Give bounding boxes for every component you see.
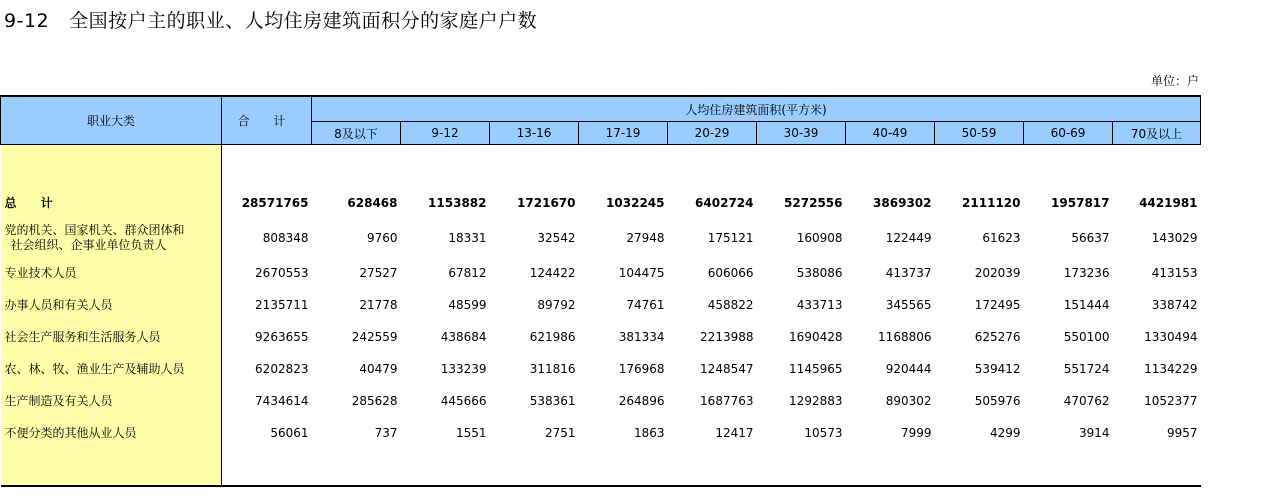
cell-total: 2670553 [255, 266, 309, 280]
row-label: 总 计 [1, 187, 222, 219]
cell: 1248547 [700, 362, 754, 376]
cell: 32542 [537, 231, 576, 245]
cell: 151444 [1063, 298, 1110, 312]
cell: 1134229 [1144, 362, 1198, 376]
cell: 628468 [347, 196, 398, 210]
cell: 175121 [707, 231, 754, 245]
row-label: 农、林、牧、渔业生产及辅助人员 [1, 353, 222, 385]
header-col: 20-29 [668, 122, 757, 145]
header-col: 30-39 [757, 122, 846, 145]
cell: 551724 [1063, 362, 1110, 376]
cell: 606066 [707, 266, 754, 280]
cell: 311816 [529, 362, 576, 376]
cell: 242559 [351, 330, 398, 344]
cell: 10573 [804, 426, 843, 440]
table-row [1, 321, 1201, 353]
cell: 920444 [885, 362, 932, 376]
cell: 381334 [618, 330, 665, 344]
cell: 1052377 [1144, 394, 1198, 408]
cell: 458822 [707, 298, 754, 312]
cell: 1292883 [789, 394, 843, 408]
cell: 133239 [440, 362, 487, 376]
cell: 285628 [351, 394, 398, 408]
cell: 40479 [359, 362, 398, 376]
cell: 12417 [715, 426, 754, 440]
table-row [1, 417, 1201, 449]
cell: 4299 [989, 426, 1021, 440]
table-title: 全国按户主的职业、人均住房建筑面积分的家庭户户数 [69, 10, 538, 32]
spacer-row [1, 145, 1201, 188]
cell: 1330494 [1144, 330, 1198, 344]
cell-total: 9263655 [255, 330, 309, 344]
cell: 737 [374, 426, 398, 440]
cell: 1721670 [517, 196, 576, 210]
cell: 433713 [796, 298, 843, 312]
cell: 345565 [885, 298, 932, 312]
cell: 1145965 [789, 362, 843, 376]
table-row [1, 353, 1201, 385]
row-label: 不便分类的其他从业人员 [1, 417, 222, 449]
cell: 438684 [440, 330, 487, 344]
row-label: 专业技术人员 [1, 257, 222, 289]
cell-total: 28571765 [241, 196, 309, 210]
table-number: 9-12 [4, 10, 50, 32]
row-label: 办事人员和有关人员 [1, 289, 222, 321]
cell: 143029 [1151, 231, 1198, 245]
cell: 6402724 [695, 196, 754, 210]
row-label: 生产制造及有关人员 [1, 385, 222, 417]
cell: 338742 [1151, 298, 1198, 312]
cell: 18331 [448, 231, 487, 245]
cell: 9957 [1166, 426, 1198, 440]
cell: 1032245 [606, 196, 665, 210]
table-row [1, 219, 1201, 257]
spacer-row [1, 449, 1201, 486]
cell: 470762 [1063, 394, 1110, 408]
cell: 413737 [885, 266, 932, 280]
cell: 3914 [1078, 426, 1110, 440]
row-label: 党的机关、国家机关、群众团体和 社会组织、企事业单位负责人 [1, 219, 222, 257]
unit-label: 单位：户 [1150, 74, 1199, 88]
header-col: 9-12 [401, 122, 490, 145]
cell: 2213988 [700, 330, 754, 344]
cell-total: 7434614 [255, 394, 309, 408]
cell: 445666 [440, 394, 487, 408]
cell: 27948 [626, 231, 665, 245]
cell: 3869302 [873, 196, 932, 210]
cell: 202039 [974, 266, 1021, 280]
header-col: 60-69 [1024, 122, 1113, 145]
cell: 67812 [448, 266, 487, 280]
cell: 1957817 [1051, 196, 1110, 210]
row-label: 社会生产服务和生活服务人员 [1, 321, 222, 353]
cell: 2751 [544, 426, 576, 440]
cell: 1551 [455, 426, 487, 440]
cell: 539412 [974, 362, 1021, 376]
cell-total: 808348 [262, 231, 309, 245]
table-row-total [1, 187, 1201, 219]
header-col: 70及以上 [1113, 122, 1201, 145]
header-col: 50-59 [935, 122, 1024, 145]
cell-total: 6202823 [255, 362, 309, 376]
cell: 264896 [618, 394, 665, 408]
cell: 173236 [1063, 266, 1110, 280]
table-row [1, 257, 1201, 289]
cell: 538086 [796, 266, 843, 280]
cell: 172495 [974, 298, 1021, 312]
cell: 2111120 [962, 196, 1021, 210]
data-table [0, 95, 1201, 487]
cell-total: 2135711 [255, 298, 309, 312]
table-row [1, 385, 1201, 417]
cell: 413153 [1151, 266, 1198, 280]
cell: 1690428 [789, 330, 843, 344]
cell: 176968 [618, 362, 665, 376]
cell: 27527 [359, 266, 398, 280]
header-occupation: 职业大类 [1, 96, 222, 145]
cell: 550100 [1063, 330, 1110, 344]
cell: 4421981 [1139, 196, 1198, 210]
cell: 21778 [359, 298, 398, 312]
cell: 89792 [537, 298, 576, 312]
header-total: 合 计 [222, 96, 312, 145]
cell: 56637 [1071, 231, 1110, 245]
page-title [4, 6, 537, 33]
header-area-group: 人均住房建筑面积(平方米) [312, 96, 1201, 122]
cell: 621986 [529, 330, 576, 344]
cell: 1168806 [878, 330, 932, 344]
header-col: 8及以下 [312, 122, 401, 145]
cell: 160908 [796, 231, 843, 245]
cell: 625276 [974, 330, 1021, 344]
cell: 122449 [885, 231, 932, 245]
cell: 9760 [366, 231, 398, 245]
header-col: 40-49 [846, 122, 935, 145]
cell: 74761 [626, 298, 665, 312]
header-col: 13-16 [490, 122, 579, 145]
cell: 1153882 [428, 196, 487, 210]
cell: 61623 [982, 231, 1021, 245]
table-row [1, 289, 1201, 321]
cell: 7999 [900, 426, 932, 440]
header-col: 17-19 [579, 122, 668, 145]
cell: 124422 [529, 266, 576, 280]
cell: 5272556 [784, 196, 843, 210]
cell: 505976 [974, 394, 1021, 408]
cell: 538361 [529, 394, 576, 408]
cell: 890302 [885, 394, 932, 408]
cell-total: 56061 [270, 426, 309, 440]
cell: 104475 [618, 266, 665, 280]
cell: 48599 [448, 298, 487, 312]
cell: 1687763 [700, 394, 754, 408]
cell: 1863 [633, 426, 665, 440]
